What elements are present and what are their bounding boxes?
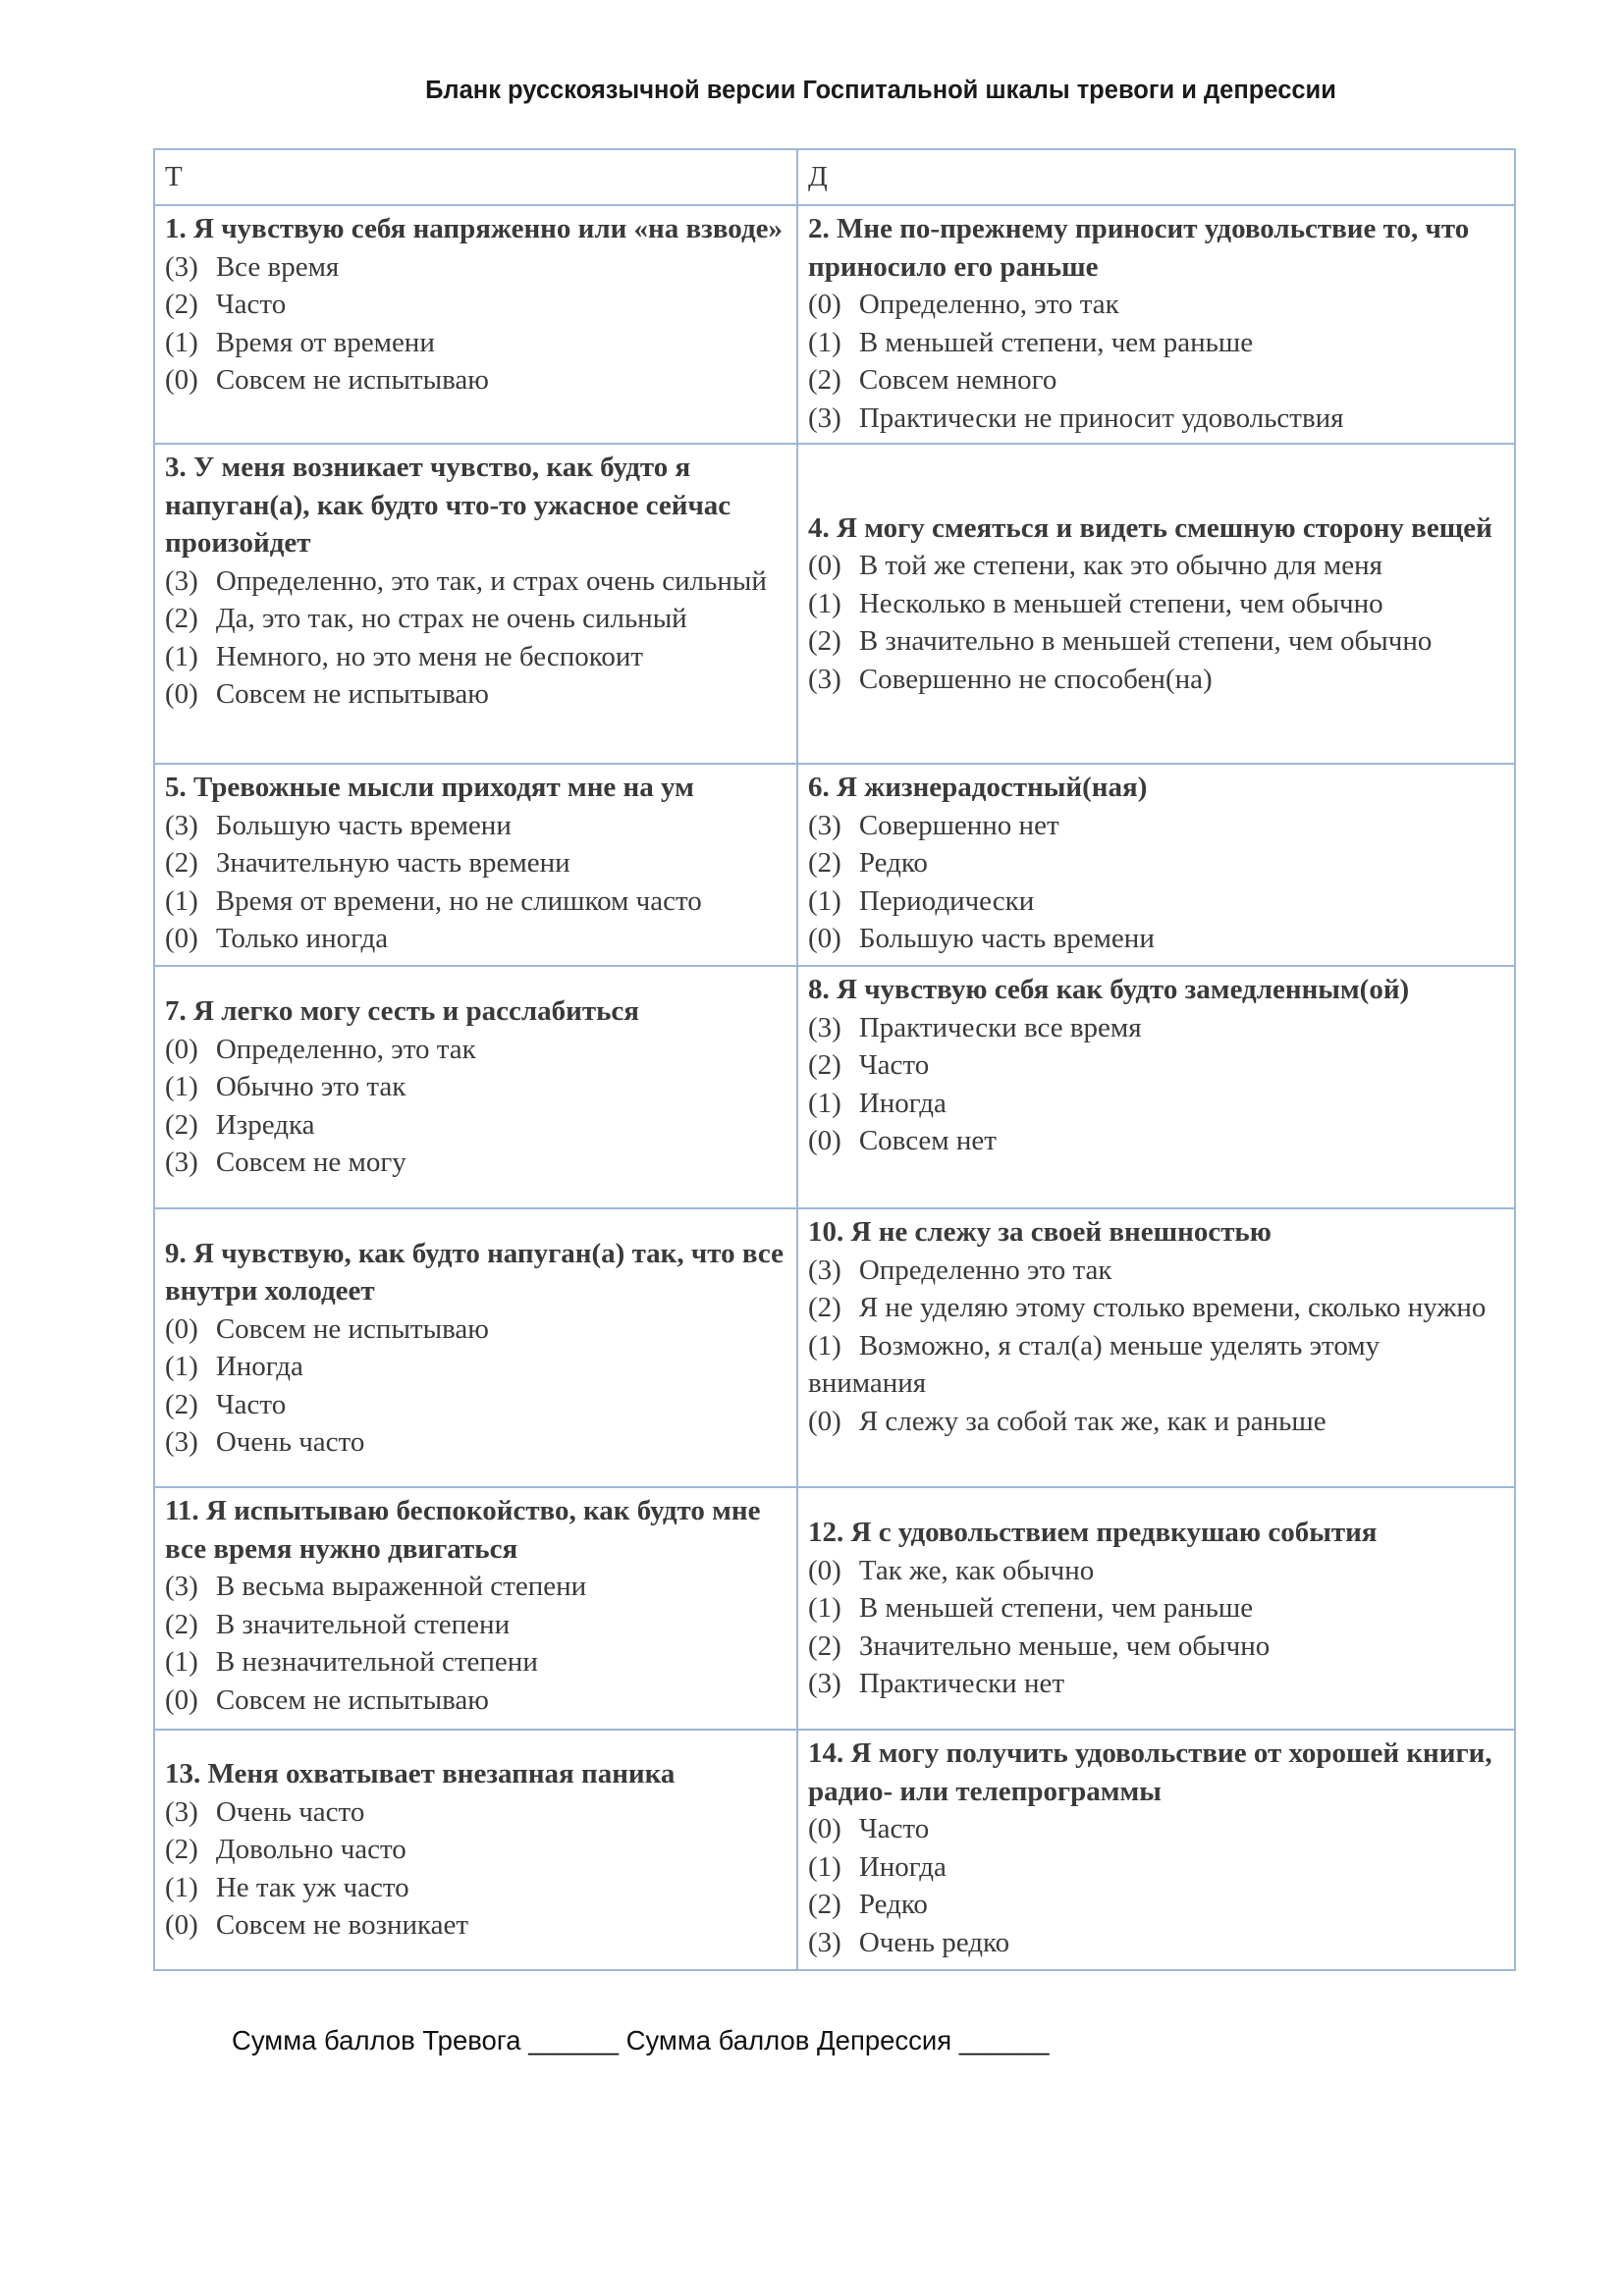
answer-score: (1) (808, 1592, 841, 1625)
answer-option[interactable] (808, 1628, 1504, 1666)
answer-option[interactable] (808, 547, 1504, 585)
answer-option[interactable] (165, 361, 786, 400)
table-row (154, 205, 1515, 444)
answer-score: (1) (165, 1871, 198, 1903)
answer-text: Не так уж часто (215, 1871, 409, 1903)
answer-score: (3) (165, 1795, 198, 1828)
answer-text: Время от времени, но не слишком часто (215, 884, 702, 917)
answer-text: Большую часть времени (215, 809, 512, 841)
answer-option[interactable] (165, 1606, 786, 1644)
answer-option[interactable] (808, 661, 1504, 699)
answer-score: (0) (808, 1405, 841, 1437)
answer-score: (2) (165, 289, 198, 320)
answer-option[interactable] (165, 1682, 786, 1720)
answer-option[interactable] (808, 1009, 1504, 1047)
answer-option[interactable] (165, 1106, 786, 1145)
answer-option[interactable] (165, 600, 786, 638)
question-cell (797, 205, 1515, 444)
question-text: 4. Я могу смеяться и видеть смешную сторону вещей (808, 511, 1492, 544)
answer-text: В меньшей степени, чем раньше (858, 326, 1254, 358)
answer-score: (0) (165, 1683, 198, 1716)
answer-score: (0) (808, 1554, 841, 1586)
question-text: 6. Я жизнерадостный(ная) (808, 772, 1148, 803)
question-cell (797, 966, 1515, 1208)
answer-option[interactable] (165, 1869, 786, 1907)
answer-text: Большую часть времени (858, 923, 1155, 954)
answer-text: Часто (215, 1388, 287, 1420)
answer-score: (3) (808, 1926, 841, 1958)
answer-text: Изредка (215, 1108, 315, 1141)
answer-text: Определенно, это так (858, 289, 1119, 320)
answer-score: (1) (165, 884, 198, 917)
answer-option[interactable] (165, 1386, 786, 1424)
answer-score: (2) (165, 1388, 198, 1420)
question-cell (154, 966, 797, 1208)
answer-option[interactable] (165, 1831, 786, 1869)
question-text: 2. Мне по-прежнему приносит удовольствие то, что приносило его раньше (808, 213, 1470, 283)
answer-score: (0) (165, 1909, 198, 1942)
table-row (154, 444, 1515, 764)
answer-text: Редко (858, 1889, 928, 1920)
answer-option[interactable] (808, 807, 1504, 845)
answer-option[interactable] (808, 400, 1504, 438)
answer-option[interactable] (808, 1289, 1504, 1327)
answer-option[interactable] (165, 1031, 786, 1069)
answer-option[interactable] (808, 1327, 1504, 1403)
answer-text: Очень часто (215, 1795, 365, 1828)
answer-text: Определенно, это так, и страх очень сильный (215, 564, 767, 597)
answer-score: (2) (808, 1049, 841, 1081)
anxiety-sum-blank[interactable]: ______ (528, 2025, 619, 2056)
answer-text: Так же, как обычно (858, 1554, 1095, 1586)
question-cell (797, 1730, 1515, 1970)
answer-score: (0) (808, 550, 841, 582)
answer-text: Редко (858, 847, 928, 879)
answer-text: Определенно это так (858, 1254, 1112, 1286)
answer-option[interactable] (808, 1085, 1504, 1123)
answer-text: Совсем нет (858, 1125, 997, 1156)
answer-score: (1) (808, 1329, 841, 1362)
page-title: Бланк русскоязычной версии Госпитальной шкалы тревоги и депрессии (425, 77, 1336, 104)
answer-option[interactable] (808, 324, 1504, 362)
answer-option[interactable] (808, 920, 1504, 958)
answer-option[interactable] (808, 1886, 1504, 1924)
question-cell (154, 764, 797, 966)
answer-score: (1) (165, 1351, 198, 1382)
answer-text: Время от времени (215, 326, 435, 358)
answer-score: (1) (808, 587, 841, 619)
answer-score: (3) (165, 1426, 198, 1458)
answer-score: (0) (165, 364, 198, 396)
answer-score: (0) (165, 1312, 198, 1345)
answer-text: Я слежу за собой так же, как и раньше (858, 1405, 1326, 1437)
answer-option[interactable] (808, 1848, 1504, 1887)
header-anxiety: Т (154, 149, 797, 205)
question-text: 10. Я не слежу за своей внешностью (808, 1216, 1272, 1248)
answer-text: Определенно, это так (215, 1033, 476, 1065)
answer-option[interactable] (165, 1310, 786, 1349)
answer-score: (3) (808, 1668, 841, 1700)
answer-score: (3) (808, 1254, 841, 1286)
question-text: 3. У меня возникает чувство, как будто я напуган(а), как будто что-то ужасное сейчас произойдет (165, 452, 731, 559)
question-text: 9. Я чувствую, как будто напуган(а) так, что все внутри холодеет (165, 1237, 784, 1307)
answer-option[interactable] (808, 585, 1504, 623)
answer-text: Да, это так, но страх не очень сильный (215, 603, 687, 634)
answer-option[interactable] (165, 286, 786, 324)
answer-score: (2) (165, 1834, 198, 1866)
question-text: 7. Я легко могу сесть и расслабиться (165, 995, 639, 1028)
answer-text: Все время (215, 250, 340, 283)
answer-text: Совсем не испытываю (215, 678, 489, 710)
answer-option[interactable] (165, 1348, 786, 1386)
question-text: 8. Я чувствую себя как будто замедленным(ой) (808, 974, 1410, 1005)
answer-option[interactable] (165, 844, 786, 882)
answer-text: Возможно, я стал(а) меньше уделять этому внимания (808, 1329, 1380, 1399)
question-text: 14. Я могу получить удовольствие от хорошей книги, радио- или телепрограммы (808, 1737, 1492, 1807)
answer-text: Совсем не испытываю (215, 1312, 489, 1345)
answer-option[interactable] (808, 882, 1504, 921)
answer-option[interactable] (808, 622, 1504, 661)
answer-score: (1) (808, 884, 841, 917)
answer-option[interactable] (808, 286, 1504, 324)
answer-option[interactable] (808, 1589, 1504, 1628)
answer-text: В значительно в меньшей степени, чем обычно (858, 625, 1433, 658)
answer-score: (1) (808, 326, 841, 358)
table-row (154, 1730, 1515, 1970)
answer-option[interactable] (165, 1568, 786, 1606)
answer-option[interactable] (165, 882, 786, 921)
answer-score: (0) (808, 289, 841, 320)
question-cell (797, 764, 1515, 966)
answer-score: (1) (165, 1646, 198, 1678)
answer-score: (0) (165, 678, 198, 710)
answer-option[interactable] (808, 1122, 1504, 1160)
table-row (154, 966, 1515, 1208)
question-cell (154, 1730, 797, 1970)
question-text: 13. Меня охватывает внезапная паника (165, 1758, 676, 1790)
answer-option[interactable] (808, 1552, 1504, 1590)
answer-score: (0) (808, 1813, 841, 1844)
answer-text: Совсем не испытываю (215, 364, 489, 396)
table-row (154, 1208, 1515, 1487)
answer-score: (2) (808, 1629, 841, 1662)
answer-option[interactable] (165, 638, 786, 676)
answer-score: (1) (808, 1850, 841, 1883)
answer-text: Только иногда (215, 923, 389, 954)
question-cell (154, 444, 797, 764)
answer-score: (2) (165, 1608, 198, 1640)
answer-text: В весьма выраженной степени (215, 1571, 587, 1602)
answer-text: Значительно меньше, чем обычно (858, 1629, 1271, 1662)
answer-score: (3) (808, 809, 841, 841)
answer-score: (1) (165, 1071, 198, 1103)
answer-score: (3) (165, 250, 198, 283)
answer-score: (0) (165, 923, 198, 954)
answer-score: (2) (808, 847, 841, 879)
question-cell (154, 205, 797, 444)
answer-score: (2) (165, 1108, 198, 1141)
answer-score: (3) (808, 1011, 841, 1043)
answer-option[interactable] (808, 1252, 1504, 1290)
answer-score: (3) (165, 1571, 198, 1602)
answer-text: Значительную часть времени (215, 847, 570, 879)
answer-option[interactable] (808, 844, 1504, 882)
answer-score: (3) (165, 564, 198, 597)
answer-option[interactable] (165, 1423, 786, 1462)
answer-score: (1) (165, 640, 198, 672)
answer-text: В меньшей степени, чем раньше (858, 1592, 1254, 1625)
answer-text: Периодически (858, 884, 1035, 917)
answer-text: Я не уделяю этому столько времени, сколько нужно (858, 1292, 1487, 1323)
answer-option[interactable] (165, 675, 786, 714)
answer-score: (2) (808, 364, 841, 396)
question-text: 11. Я испытываю беспокойство, как будто мне все время нужно двигаться (165, 1495, 761, 1565)
answer-score: (0) (808, 923, 841, 954)
answer-text: Совсем не могу (215, 1147, 406, 1179)
answer-text: В незначительной степени (215, 1646, 538, 1678)
answer-text: Обычно это так (215, 1071, 406, 1103)
answer-option[interactable] (165, 807, 786, 845)
answer-score: (0) (808, 1125, 841, 1156)
answer-option[interactable] (808, 1810, 1504, 1848)
answer-score: (3) (808, 401, 841, 434)
answer-score: (3) (165, 809, 198, 841)
answer-option[interactable] (165, 1144, 786, 1182)
depression-sum-label: Сумма баллов Депрессия (625, 2025, 952, 2056)
answer-option[interactable] (165, 920, 786, 958)
answer-text: Часто (858, 1049, 930, 1081)
answer-text: Очень редко (858, 1926, 1010, 1958)
answer-score: (2) (808, 1292, 841, 1323)
answer-option[interactable] (165, 1068, 786, 1106)
answer-score: (0) (165, 1033, 198, 1065)
answer-option[interactable] (165, 1906, 786, 1945)
question-cell (154, 1487, 797, 1730)
question-text: 1. Я чувствую себя напряженно или «на взводе» (165, 213, 783, 244)
answer-text: В значительной степени (215, 1608, 511, 1640)
answer-option[interactable] (808, 1046, 1504, 1085)
table-row (154, 1487, 1515, 1730)
table-row (154, 764, 1515, 966)
answer-option[interactable] (165, 248, 786, 287)
question-text: 5. Тревожные мысли приходят мне на ум (165, 772, 694, 803)
anxiety-sum-label: Сумма баллов Тревога (232, 2025, 521, 2056)
answer-text: Практически нет (858, 1668, 1065, 1700)
answer-text: Совсем не возникает (215, 1909, 469, 1942)
answer-score: (1) (808, 1087, 841, 1119)
answer-score: (3) (808, 663, 841, 695)
answer-option[interactable] (165, 324, 786, 362)
answer-text: Совсем немного (858, 364, 1057, 396)
answer-option[interactable] (808, 1403, 1504, 1441)
answer-option[interactable] (808, 361, 1504, 400)
answer-text: Часто (215, 289, 287, 320)
answer-text: Совершенно нет (858, 809, 1059, 841)
answer-text: Совершенно не способен(на) (858, 663, 1213, 695)
header-depression: Д (797, 149, 1515, 205)
answer-score: (2) (808, 625, 841, 658)
answer-text: Иногда (858, 1850, 947, 1883)
answer-score: (2) (165, 603, 198, 634)
answer-score: (3) (165, 1147, 198, 1179)
answer-text: Часто (858, 1813, 930, 1844)
answer-text: Совсем не испытываю (215, 1683, 489, 1716)
answer-text: Иногда (858, 1087, 947, 1119)
table-header-row (154, 149, 1515, 205)
answer-text: Несколько в меньшей степени, чем обычно (858, 587, 1383, 619)
question-cell (797, 1208, 1515, 1487)
answer-score: (1) (165, 326, 198, 358)
answer-option[interactable] (165, 1793, 786, 1832)
answer-option[interactable] (808, 1665, 1504, 1703)
answer-option[interactable] (165, 1643, 786, 1682)
question-cell (797, 1487, 1515, 1730)
question-cell (154, 1208, 797, 1487)
answer-score: (2) (165, 847, 198, 879)
answer-text: Довольно часто (215, 1834, 406, 1866)
answer-text: В той же степени, как это обычно для меня (858, 550, 1382, 582)
answer-option[interactable] (165, 562, 786, 601)
question-cell (797, 444, 1515, 764)
answer-text: Очень часто (215, 1426, 365, 1458)
answer-text: Немного, но это меня не беспокоит (215, 640, 644, 672)
answer-option[interactable] (808, 1924, 1504, 1962)
question-text: 12. Я с удовольствием предвкушаю события (808, 1517, 1378, 1549)
answer-text: Практически все время (858, 1011, 1142, 1043)
hads-table (153, 148, 1516, 1971)
answer-text: Практически не приносит удовольствия (858, 401, 1344, 434)
answer-text: Иногда (215, 1351, 303, 1382)
answer-score: (2) (808, 1889, 841, 1920)
depression-sum-blank[interactable]: ______ (958, 2025, 1050, 2056)
score-footer (232, 2025, 1050, 2056)
